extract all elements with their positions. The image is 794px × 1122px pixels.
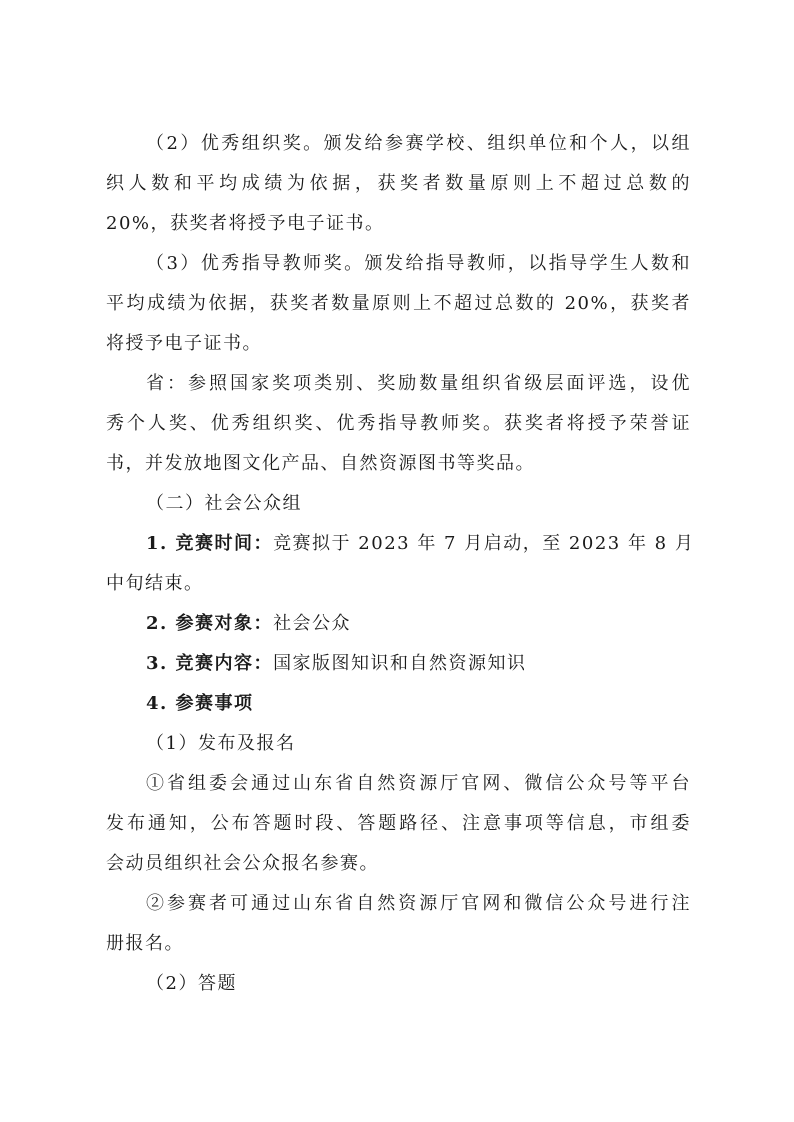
paragraph-line: 将授予电子证书。: [106, 333, 262, 354]
item-line: [146, 611, 691, 637]
section-heading: （二）社会公众组: [146, 493, 302, 514]
item-text: 社会公众: [273, 613, 352, 634]
paragraph-line: 织人数和平均成绩为依据，获奖者数量原则上不超过总数的: [106, 173, 691, 194]
subsection-heading: （2）答题: [146, 973, 237, 994]
paragraph-line: （3）优秀指导教师奖。颁发给指导教师，以指导学生人数和: [146, 253, 691, 274]
paragraph-line: 书，并发放地图文化产品、自然资源图书等奖品。: [106, 453, 535, 474]
item-text: 竞赛拟于 2023 年 7 月启动，至 2023 年 8 月: [273, 533, 695, 554]
subsection-heading: （1）发布及报名: [146, 733, 296, 754]
paragraph-line: 省：参照国家奖项类别、奖励数量组织省级层面评选，设优: [146, 373, 691, 394]
item-text: 国家版图知识和自然资源知识: [273, 653, 527, 674]
paragraph-line: （2）优秀组织奖。颁发给参赛学校、组织单位和个人，以组: [146, 133, 691, 154]
item-line: [146, 651, 691, 677]
item-label: 2. 参赛对象：: [146, 613, 274, 634]
item-line: [146, 531, 695, 557]
paragraph-line: 秀个人奖、优秀组织奖、优秀指导教师奖。获奖者将授予荣誉证: [106, 413, 691, 434]
paragraph-line: ②参赛者可通过山东省自然资源厅官网和微信公众号进行注: [146, 893, 691, 914]
paragraph-line: ①省组委会通过山东省自然资源厅官网、微信公众号等平台: [146, 773, 691, 794]
paragraph-line: 20%，获奖者将授予电子证书。: [106, 213, 385, 234]
item-heading: 4. 参赛事项: [146, 693, 254, 714]
paragraph-line: 册报名。: [106, 933, 184, 954]
item-label: 3. 竞赛内容：: [146, 653, 274, 674]
paragraph-line: 平均成绩为依据，获奖者数量原则上不超过总数的 20%，获奖者: [106, 293, 691, 314]
paragraph-line: 会动员组织社会公众报名参赛。: [106, 853, 379, 874]
item-label: 1. 竞赛时间：: [146, 533, 274, 554]
paragraph-line: 中旬结束。: [106, 573, 204, 594]
paragraph-line: 发布通知，公布答题时段、答题路径、注意事项等信息，市组委: [106, 813, 691, 834]
